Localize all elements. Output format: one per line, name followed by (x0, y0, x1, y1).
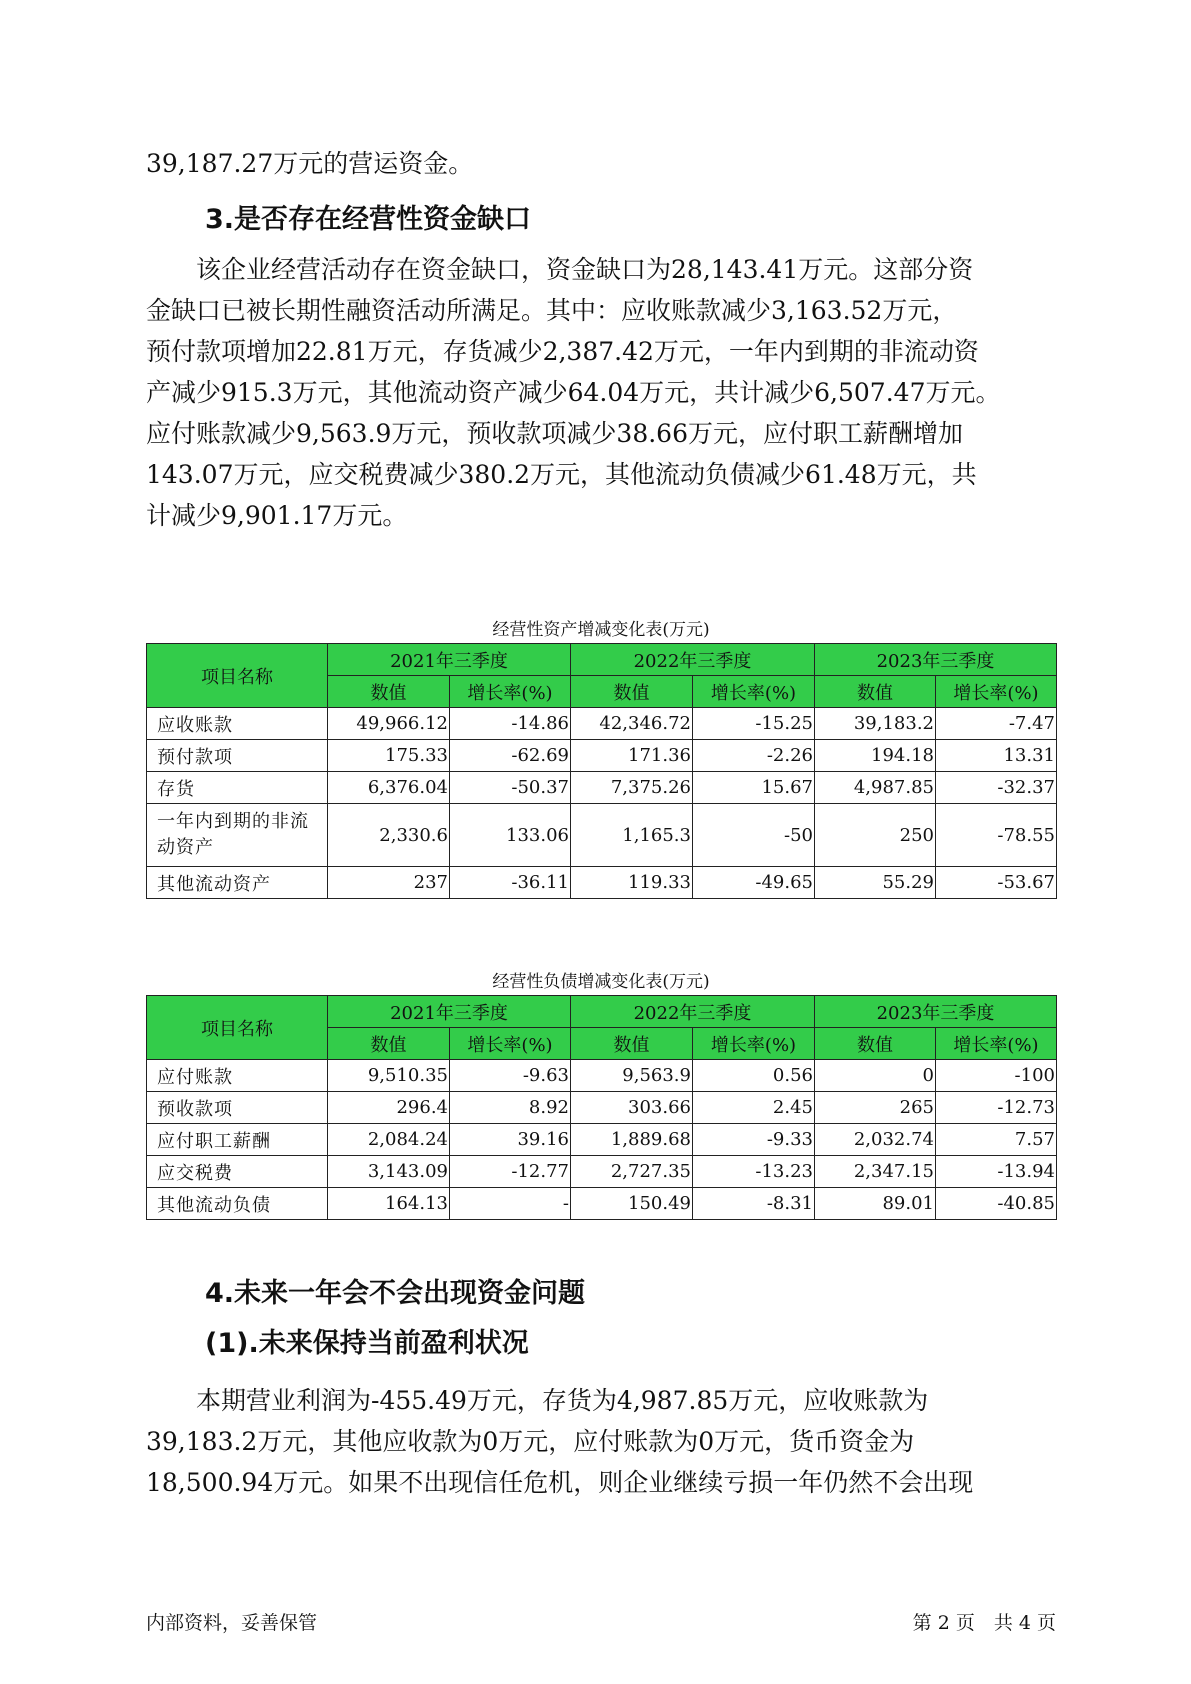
cell-value: 237 (328, 867, 450, 899)
cell-growth: -50.37 (450, 772, 571, 804)
cell-growth: -100 (936, 1060, 1057, 1092)
cell-growth: 0.56 (693, 1060, 815, 1092)
row-label: 应收账款 (147, 708, 328, 740)
subheader-growth: 增长率(%) (936, 676, 1057, 708)
row-label: 应付账款 (147, 1060, 328, 1092)
cell-value: 2,032.74 (815, 1124, 936, 1156)
cell-value: 265 (815, 1092, 936, 1124)
cell-value: 175.33 (328, 740, 450, 772)
table-row (147, 708, 1057, 740)
subheader-value: 数值 (328, 676, 450, 708)
table-row (147, 1156, 1057, 1188)
cell-growth: 39.16 (450, 1124, 571, 1156)
cell-growth: -15.25 (693, 708, 815, 740)
cell-growth: -32.37 (936, 772, 1057, 804)
subsection-heading: (1).未来保持当前盈利状况 (205, 1328, 529, 1359)
cell-growth: -40.85 (936, 1188, 1057, 1220)
cell-growth: 2.45 (693, 1092, 815, 1124)
text-line: 39,187.27万元的营运资金。 (146, 149, 474, 178)
cell-value: 1,889.68 (571, 1124, 693, 1156)
row-label: 存货 (147, 772, 328, 804)
cell-growth: - (450, 1188, 571, 1220)
cell-value: 194.18 (815, 740, 936, 772)
row-label: 预付款项 (147, 740, 328, 772)
cell-value: 55.29 (815, 867, 936, 899)
table-row (147, 867, 1057, 899)
cell-growth: -14.86 (450, 708, 571, 740)
column-header-item: 项目名称 (147, 644, 328, 708)
text-line: 39,183.2万元，其他应收款为0万元，应付账款为0万元，货币资金为 (146, 1427, 915, 1456)
cell-value: 9,510.35 (328, 1060, 450, 1092)
subheader-value: 数值 (571, 676, 693, 708)
text-line: 应付账款减少9,563.9万元，预收款项减少38.66万元，应付职工薪酬增加 (146, 419, 963, 448)
cell-growth: 8.92 (450, 1092, 571, 1124)
subheader-value: 数值 (815, 676, 936, 708)
subheader-growth: 增长率(%) (450, 676, 571, 708)
row-label: 预收款项 (147, 1092, 328, 1124)
cell-value: 1,165.3 (571, 804, 693, 867)
cell-growth: 133.06 (450, 804, 571, 867)
cell-growth: -36.11 (450, 867, 571, 899)
cell-value: 303.66 (571, 1092, 693, 1124)
cell-growth: 15.67 (693, 772, 815, 804)
cell-value: 2,084.24 (328, 1124, 450, 1156)
cell-growth: -78.55 (936, 804, 1057, 867)
table-row (147, 804, 1057, 867)
table-row (147, 1188, 1057, 1220)
subheader-growth: 增长率(%) (693, 1028, 815, 1060)
cell-value: 49,966.12 (328, 708, 450, 740)
cell-growth: -12.73 (936, 1092, 1057, 1124)
footer-confidential: 内部资料，妥善保管 (146, 1612, 318, 1634)
cell-value: 0 (815, 1060, 936, 1092)
subheader-value: 数值 (815, 1028, 936, 1060)
row-label: 应交税费 (147, 1156, 328, 1188)
text-line: 产减少915.3万元，其他流动资产减少64.04万元，共计减少6,507.47万元。 (146, 378, 1001, 407)
subheader-growth: 增长率(%) (693, 676, 815, 708)
table-row (147, 1060, 1057, 1092)
text-line: 18,500.94万元。如果不出现信任危机，则企业继续亏损一年仍然不会出现 (146, 1468, 974, 1497)
cell-growth: -13.94 (936, 1156, 1057, 1188)
cell-value: 150.49 (571, 1188, 693, 1220)
table-row (147, 740, 1057, 772)
paragraph-funding-gap (146, 249, 1056, 536)
section-heading-4: 4.未来一年会不会出现资金问题 (205, 1278, 586, 1309)
operating-liabilities-table (146, 995, 1057, 1220)
cell-value: 42,346.72 (571, 708, 693, 740)
cell-value: 7,375.26 (571, 772, 693, 804)
cell-growth: -50 (693, 804, 815, 867)
column-header-item: 项目名称 (147, 996, 328, 1060)
row-label: 其他流动负债 (147, 1188, 328, 1220)
table-row (147, 1092, 1057, 1124)
text-line: 预付款项增加22.81万元，存货减少2,387.42万元，一年内到期的非流动资 (146, 337, 979, 366)
paragraph-future-outlook (146, 1380, 1056, 1503)
text-line: 143.07万元，应交税费减少380.2万元，其他流动负债减少61.48万元，共 (146, 460, 977, 489)
cell-growth: -2.26 (693, 740, 815, 772)
table-caption-liabilities: 经营性负债增减变化表(万元) (492, 972, 710, 992)
cell-value: 250 (815, 804, 936, 867)
cell-value: 89.01 (815, 1188, 936, 1220)
column-header-period: 2023年三季度 (815, 996, 1057, 1028)
cell-growth: -49.65 (693, 867, 815, 899)
text-line: 该企业经营活动存在资金缺口，资金缺口为28,143.41万元。这部分资 (146, 255, 974, 284)
operating-assets-table (146, 643, 1057, 899)
subheader-growth: 增长率(%) (450, 1028, 571, 1060)
column-header-period: 2022年三季度 (571, 644, 815, 676)
cell-growth: -13.23 (693, 1156, 815, 1188)
section-heading-3: 3.是否存在经营性资金缺口 (205, 204, 532, 235)
footer-page-number: 第 2 页 共 4 页 (912, 1612, 1056, 1634)
column-header-period: 2023年三季度 (815, 644, 1057, 676)
cell-value: 171.36 (571, 740, 693, 772)
subheader-value: 数值 (571, 1028, 693, 1060)
subheader-growth: 增长率(%) (936, 1028, 1057, 1060)
row-label: 其他流动资产 (147, 867, 328, 899)
cell-value: 119.33 (571, 867, 693, 899)
column-header-period: 2021年三季度 (328, 644, 571, 676)
cell-value: 4,987.85 (815, 772, 936, 804)
cell-growth: 7.57 (936, 1124, 1057, 1156)
text-line: 本期营业利润为-455.49万元，存货为4,987.85万元，应收账款为 (146, 1386, 929, 1415)
cell-growth: -9.63 (450, 1060, 571, 1092)
table-caption-assets: 经营性资产增减变化表(万元) (492, 620, 710, 640)
cell-value: 9,563.9 (571, 1060, 693, 1092)
table-row (147, 1124, 1057, 1156)
table-row (147, 772, 1057, 804)
text-line: 金缺口已被长期性融资活动所满足。其中：应收账款减少3,163.52万元， (146, 296, 958, 325)
cell-growth: -12.77 (450, 1156, 571, 1188)
column-header-period: 2022年三季度 (571, 996, 815, 1028)
row-label-line: 一年内到期的非流 (157, 811, 309, 832)
cell-growth: -62.69 (450, 740, 571, 772)
cell-value: 296.4 (328, 1092, 450, 1124)
cell-value: 3,143.09 (328, 1156, 450, 1188)
cell-value: 164.13 (328, 1188, 450, 1220)
cell-growth: -8.31 (693, 1188, 815, 1220)
row-label-line: 动资产 (157, 837, 214, 858)
row-label: 应付职工薪酬 (147, 1124, 328, 1156)
cell-value: 2,330.6 (328, 804, 450, 867)
cell-value: 39,183.2 (815, 708, 936, 740)
cell-value: 2,727.35 (571, 1156, 693, 1188)
paragraph-working-capital (146, 143, 1056, 184)
cell-growth: 13.31 (936, 740, 1057, 772)
cell-growth: -7.47 (936, 708, 1057, 740)
cell-growth: -9.33 (693, 1124, 815, 1156)
column-header-period: 2021年三季度 (328, 996, 571, 1028)
cell-value: 2,347.15 (815, 1156, 936, 1188)
row-label (147, 804, 328, 867)
cell-value: 6,376.04 (328, 772, 450, 804)
cell-growth: -53.67 (936, 867, 1057, 899)
text-line: 计减少9,901.17万元。 (146, 501, 408, 530)
subheader-value: 数值 (328, 1028, 450, 1060)
